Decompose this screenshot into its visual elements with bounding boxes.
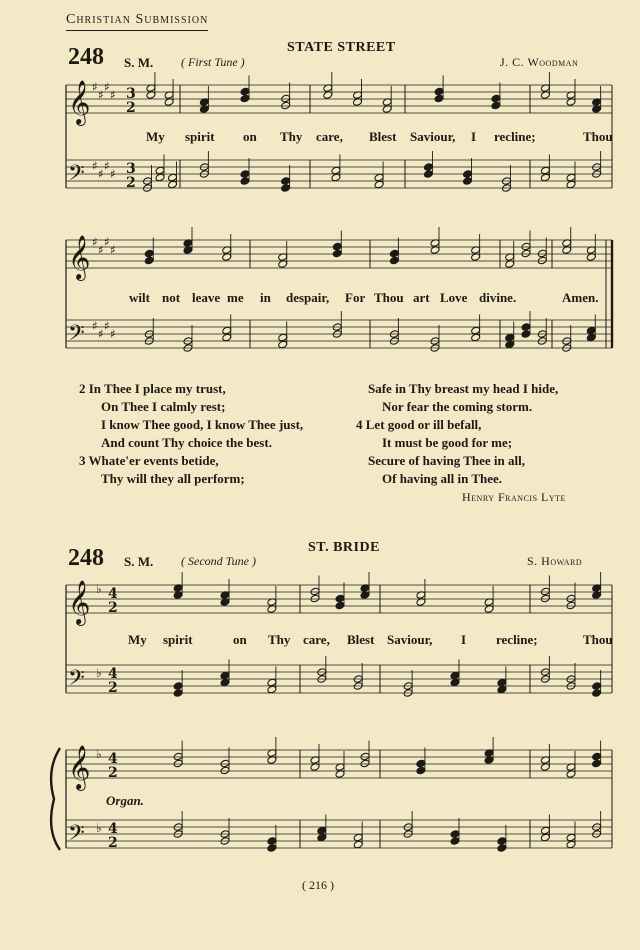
time-signature: 3: [126, 161, 136, 177]
note-head: [592, 752, 602, 761]
lyric-word: Blest: [369, 129, 397, 144]
note-head: [537, 249, 547, 258]
lyric-word: spirit: [185, 129, 215, 144]
note-head: [521, 242, 531, 251]
composer: S. Howard: [527, 554, 583, 568]
lyric-word: art: [413, 290, 430, 305]
clef-symbol: 𝄞: [68, 235, 91, 279]
verse-line: It must be good for me;: [382, 435, 513, 450]
verse-line: Secure of having Thee in all,: [368, 453, 525, 468]
note-head: [240, 170, 250, 179]
key-signature: ♯: [92, 159, 98, 173]
note-head: [332, 249, 342, 258]
note-head: [222, 326, 232, 335]
key-signature: ♯: [104, 319, 110, 333]
note-head: [281, 177, 291, 186]
note-head: [416, 766, 426, 775]
note-head: [374, 173, 384, 182]
note-head: [240, 94, 250, 103]
clef-symbol: 𝄢: [68, 321, 85, 351]
note-head: [423, 170, 433, 179]
key-signature: ♯: [104, 80, 110, 94]
note-head: [450, 671, 460, 680]
lyric-word: Saviour,: [387, 632, 433, 647]
clef-symbol: 𝄞: [68, 745, 91, 789]
time-signature: 4: [108, 751, 118, 767]
tune-title: ST. BRIDE: [308, 540, 380, 555]
key-signature: ♭: [96, 821, 102, 835]
note-head: [463, 177, 473, 186]
hymn-author: Henry Francis Lyte: [462, 490, 566, 504]
clef-symbol: 𝄢: [68, 666, 85, 696]
note-head: [267, 678, 277, 687]
key-signature: ♯: [104, 159, 110, 173]
note-head: [267, 837, 277, 846]
note-head: [281, 184, 291, 193]
verse-line: Thy will they all perform;: [101, 471, 245, 486]
note-head: [491, 94, 501, 103]
note-head: [540, 833, 550, 842]
note-head: [540, 173, 550, 182]
note-head: [281, 94, 291, 103]
note-head: [566, 594, 576, 603]
lyric-word: Thou: [583, 632, 613, 647]
note-head: [222, 333, 232, 342]
note-head: [310, 594, 320, 603]
note-head: [281, 101, 291, 110]
key-signature: ♯: [92, 80, 98, 94]
time-signature: 3: [126, 86, 136, 102]
note-head: [423, 163, 433, 172]
note-head: [317, 826, 327, 835]
verse-line: 2 In Thee I place my trust,: [79, 381, 226, 396]
note-head: [566, 601, 576, 610]
note-head: [374, 180, 384, 189]
time-signature: 2: [108, 680, 118, 696]
note-head: [240, 177, 250, 186]
key-signature: ♯: [98, 243, 104, 257]
note-head: [537, 256, 547, 265]
lyric-word: I: [461, 632, 467, 647]
verse-line: Nor fear the coming storm.: [382, 399, 533, 414]
note-head: [540, 166, 550, 175]
verse-line: Safe in Thy breast my head I hide,: [368, 381, 559, 396]
note-head: [240, 87, 250, 96]
key-signature: ♯: [92, 319, 98, 333]
time-signature: 2: [108, 835, 118, 851]
note-head: [220, 766, 230, 775]
hymn-number: 248: [68, 545, 104, 571]
note-head: [434, 87, 444, 96]
note-head: [471, 326, 481, 335]
note-head: [586, 333, 596, 342]
lyric-word: Amen.: [562, 290, 599, 305]
note-head: [416, 759, 426, 768]
note-head: [450, 830, 460, 839]
clef-symbol: 𝄞: [68, 80, 91, 124]
time-signature: 2: [108, 765, 118, 781]
time-signature: 4: [108, 821, 118, 837]
meter: S. M.: [124, 554, 154, 569]
lyric-word: divine.: [479, 290, 517, 305]
note-head: [220, 759, 230, 768]
note-head: [389, 249, 399, 258]
note-head: [310, 587, 320, 596]
note-head: [331, 173, 341, 182]
meter: S. M.: [124, 55, 154, 70]
note-head: [505, 333, 515, 342]
lyric-word: I: [471, 129, 477, 144]
note-head: [173, 689, 183, 698]
key-signature: ♯: [98, 327, 104, 341]
lyric-word: Blest: [347, 632, 375, 647]
key-signature: ♯: [104, 235, 110, 249]
note-head: [353, 833, 363, 842]
verse-line: And count Thy choice the best.: [101, 435, 272, 450]
note-head: [505, 340, 515, 349]
lyric-word: care,: [303, 632, 330, 647]
clef-symbol: 𝄢: [68, 161, 85, 191]
note-head: [450, 678, 460, 687]
note-head: [592, 759, 602, 768]
note-head: [521, 330, 531, 339]
note-head: [566, 840, 576, 849]
organ-label: Organ.: [106, 793, 144, 808]
lyric-word: on: [233, 632, 247, 647]
lyric-word: despair,: [286, 290, 330, 305]
note-head: [566, 173, 576, 182]
key-signature: ♭: [96, 582, 102, 596]
note-head: [540, 587, 550, 596]
tune-title: STATE STREET: [287, 40, 396, 55]
verse-line: Of having all in Thee.: [382, 471, 503, 486]
note-head: [220, 671, 230, 680]
clef-symbol: 𝄞: [68, 580, 91, 624]
note-head: [497, 685, 507, 694]
lyric-word: Thy: [268, 632, 291, 647]
key-signature: ♭: [96, 666, 102, 680]
key-signature: ♯: [110, 88, 116, 102]
tune-note: ( Second Tune ): [181, 554, 256, 568]
time-signature: 2: [108, 600, 118, 616]
key-signature: ♭: [96, 747, 102, 761]
lyric-word: For: [345, 290, 366, 305]
note-head: [497, 844, 507, 853]
lyric-word: spirit: [163, 632, 193, 647]
key-signature: ♯: [110, 327, 116, 341]
key-signature: ♯: [110, 167, 116, 181]
lyric-word: Love: [440, 290, 468, 305]
lyric-word: recline;: [494, 129, 536, 144]
note-head: [278, 333, 288, 342]
note-head: [540, 594, 550, 603]
tune-note: ( First Tune ): [181, 55, 245, 69]
lyric-word: leave: [192, 290, 221, 305]
lyric-word: wilt: [129, 290, 150, 305]
note-head: [434, 94, 444, 103]
lyric-word: My: [146, 129, 165, 144]
note-head: [144, 249, 154, 258]
note-head: [220, 678, 230, 687]
note-head: [540, 826, 550, 835]
note-head: [471, 333, 481, 342]
key-signature: ♯: [110, 243, 116, 257]
lyric-word: care,: [316, 129, 343, 144]
page-number: ( 216 ): [302, 878, 334, 892]
note-head: [267, 844, 277, 853]
note-head: [173, 759, 183, 768]
lyric-word: on: [243, 129, 257, 144]
note-head: [155, 173, 165, 182]
lyric-word: Saviour,: [410, 129, 456, 144]
lyric-word: Thy: [280, 129, 303, 144]
note-head: [267, 685, 277, 694]
note-head: [331, 166, 341, 175]
key-signature: ♯: [98, 88, 104, 102]
section-title: Christian Submission: [66, 12, 208, 31]
note-head: [586, 326, 596, 335]
note-head: [335, 594, 345, 603]
note-head: [491, 101, 501, 110]
note-head: [450, 837, 460, 846]
note-head: [168, 180, 178, 189]
clef-symbol: 𝄢: [68, 821, 85, 851]
note-head: [155, 166, 165, 175]
verse-line: On Thee I calmly rest;: [101, 399, 226, 414]
organ-brace: [51, 748, 60, 850]
lyric-word: in: [260, 290, 271, 305]
lyric-word: Thou: [374, 290, 404, 305]
note-head: [521, 249, 531, 258]
note-head: [317, 833, 327, 842]
verse-line: I know Thee good, I know Thee just,: [101, 417, 304, 432]
note-head: [566, 833, 576, 842]
key-signature: ♯: [98, 167, 104, 181]
note-head: [335, 601, 345, 610]
note-head: [389, 256, 399, 265]
note-head: [592, 689, 602, 698]
note-head: [168, 173, 178, 182]
time-signature: 2: [126, 100, 136, 116]
note-head: [360, 752, 370, 761]
composer: J. C. Woodman: [500, 55, 579, 69]
lyric-word: not: [162, 290, 181, 305]
key-signature: ♯: [92, 235, 98, 249]
note-head: [463, 170, 473, 179]
note-head: [144, 256, 154, 265]
verse-line: 3 Whate'er events betide,: [79, 453, 219, 468]
lyric-word: recline;: [496, 632, 538, 647]
lyric-word: me: [227, 290, 244, 305]
verse-line: 4 Let good or ill befall,: [356, 417, 482, 432]
note-head: [521, 323, 531, 332]
note-head: [497, 837, 507, 846]
note-head: [592, 682, 602, 691]
time-signature: 4: [108, 586, 118, 602]
note-head: [497, 678, 507, 687]
time-signature: 2: [126, 175, 136, 191]
note-head: [173, 682, 183, 691]
lyric-word: Thou: [583, 129, 613, 144]
note-head: [173, 752, 183, 761]
note-head: [360, 759, 370, 768]
note-head: [332, 242, 342, 251]
lyric-word: My: [128, 632, 147, 647]
note-head: [353, 840, 363, 849]
time-signature: 4: [108, 666, 118, 682]
note-head: [566, 180, 576, 189]
hymn-number: 248: [68, 44, 104, 70]
note-head: [278, 340, 288, 349]
